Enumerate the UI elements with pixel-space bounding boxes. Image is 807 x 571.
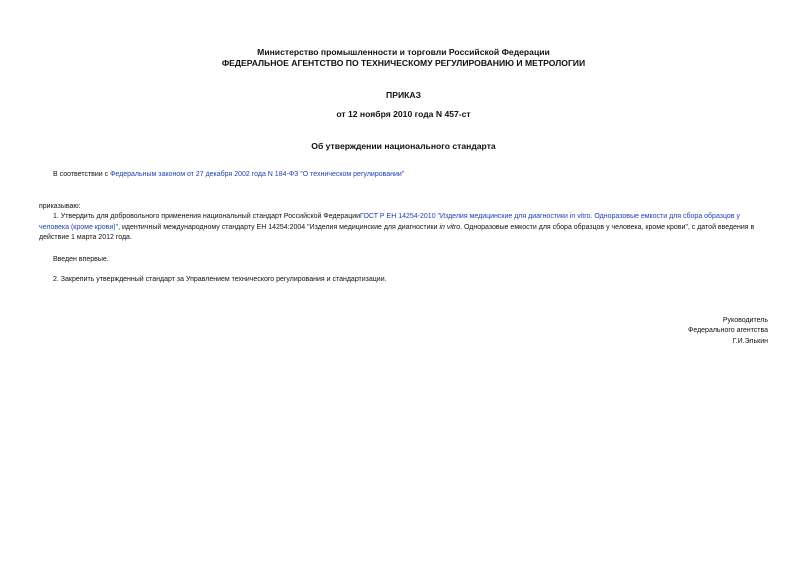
introduced-note: Введен впервые.	[53, 256, 109, 263]
order-title: ПРИКАЗ	[386, 90, 421, 100]
preamble-prefix: В соответствии с	[53, 171, 111, 178]
signature-name: Г.И.Элькин	[732, 338, 768, 345]
order-date: от 12 ноября 2010 года N 457-ст	[336, 109, 471, 119]
in-vitro-italic: in vitro	[439, 223, 461, 231]
preamble-paragraph	[53, 170, 404, 181]
signature-position: Руководитель	[722, 317, 768, 324]
orders-label: приказываю:	[39, 203, 81, 210]
item-1-text-part1: 1. Утвердить для добровольного применения национальный стандарт Российской Федерации	[53, 213, 361, 220]
gost-standard-link[interactable]: ГОСТ Р ЕН 14254-2010 "Изделия медицинские для диагностики in vitro. Одноразовые емкости для сбора образцов у человека (кроме крови)"	[39, 213, 740, 231]
agency-heading: ФЕДЕРАЛЬНОЕ АГЕНТСТВО ПО ТЕХНИЧЕСКОМУ РЕГУЛИРОВАНИЮ И МЕТРОЛОГИИ	[221, 58, 586, 68]
federal-law-link[interactable]: Федеральным законом от 27 декабря 2002 года N 184-ФЗ "О техническом регулировании"	[110, 171, 405, 178]
ministry-heading: Министерство промышленности и торговли Российской Федерации	[257, 47, 550, 57]
item-2-paragraph: 2. Закрепить утвержденный стандарт за Управлением технического регулирования и стандартизации.	[53, 276, 387, 283]
item-1-text-part2: , идентичный международному стандарту ЕН 14254:2004 "Изделия медицинские для диагностики	[118, 223, 440, 231]
item-1-text-part3: . Одноразовые емкости для сбора образцов у человека, кроме крови", с датой введения в действие 1 марта 2012 года.	[39, 223, 755, 241]
item-1-paragraph	[39, 212, 770, 244]
order-subject: Об утверждении национального стандарта	[311, 141, 496, 151]
signature-organization: Федерального агентства	[688, 327, 768, 334]
